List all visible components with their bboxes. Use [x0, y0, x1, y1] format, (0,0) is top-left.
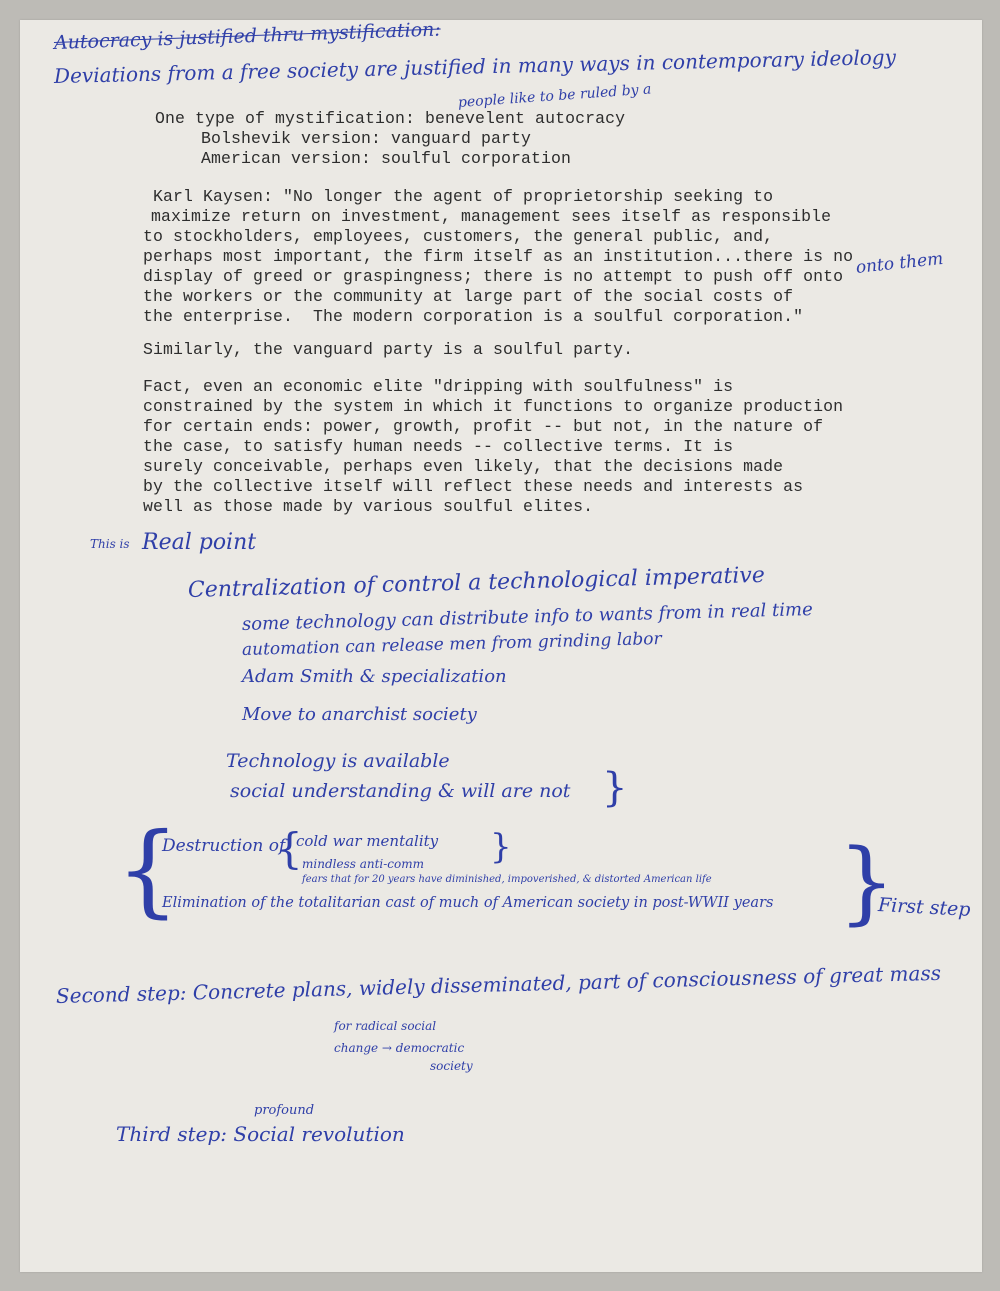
this-is-note: This is [90, 537, 130, 551]
fact-line: by the collective itself will reflect these needs and interests as [143, 477, 804, 496]
left-brace-icon: { [116, 811, 180, 928]
move-anarchist-note: Move to anarchist society [242, 704, 477, 725]
right-brace-icon: } [602, 765, 628, 811]
profound-note: profound [254, 1103, 315, 1118]
cold-war-note: cold war mentality [296, 832, 439, 850]
typed-line-american: American version: soulful corporation [201, 149, 572, 168]
fact-line: the case, to satisfy human needs -- collective terms. It is [143, 437, 734, 456]
small-left-brace-icon: { [276, 824, 303, 873]
automation-note: automation can release men from grinding labor [241, 629, 662, 660]
technology-distribute-note: some technology can distribute info to wants from in real time [241, 599, 813, 635]
small-right-brace-icon: } [490, 827, 512, 867]
kaysen-line: the workers or the community at large part of the social costs of [143, 287, 794, 306]
deviations-note: Deviations from a free society are justified in many ways in contemporary ideology [53, 44, 897, 88]
kaysen-line: to stockholders, employees, customers, the general public, and, [143, 227, 774, 246]
kaysen-line: display of greed or graspingness; there is no attempt to push off onto [143, 267, 844, 286]
technology-available-note: Technology is available [226, 750, 450, 772]
kaysen-line: the enterprise. The modern corporation is a soulful corporation." [143, 307, 804, 326]
typed-line-bolshevik: Bolshevik version: vanguard party [201, 129, 532, 148]
typed-similarly: Similarly, the vanguard party is a soulful party. [143, 340, 634, 359]
first-step-note: First step [877, 894, 972, 921]
elimination-note: Elimination of the totalitarian cast of much of American society in post-WWII years [162, 895, 774, 911]
document-page [20, 20, 982, 1272]
for-radical-social-note: for radical social [334, 1019, 437, 1033]
kaysen-line: Karl Kaysen: "No longer the agent of proprietorship seeking to [153, 187, 774, 206]
centralization-note: Centralization of control a technological imperative [187, 562, 766, 603]
people-note: people like to be ruled by a [457, 81, 652, 111]
change-democratic-note: change → democratic [334, 1041, 465, 1055]
fears-note: fears that for 20 years have diminished, impoverished, & distorted American life [302, 874, 712, 885]
fact-line: Fact, even an economic elite "dripping with soulfulness" is [143, 377, 734, 396]
kaysen-line: maximize return on investment, management sees itself as responsible [151, 207, 832, 226]
typed-line-mystification: One type of mystification: benevelent autocracy [155, 109, 626, 128]
mindless-anti-comm-note: mindless anti-comm [302, 857, 424, 871]
adam-smith-note: Adam Smith & specialization [242, 666, 507, 687]
third-step-note: Third step: Social revolution [116, 1122, 405, 1146]
destruction-of-note: Destruction of [162, 836, 286, 856]
struck-heading: Autocracy is justified thru mystification: [53, 18, 442, 54]
real-point-note: Real point [142, 530, 257, 555]
second-step-note: Second step: Concrete plans, widely disseminated, part of consciousness of great mass [55, 960, 942, 1008]
onto-them-note: onto them [854, 248, 945, 278]
society-note: society [430, 1059, 473, 1073]
large-right-brace-icon: } [838, 830, 896, 935]
fact-line: for certain ends: power, growth, profit -- but not, in the nature of [143, 417, 824, 436]
kaysen-line: perhaps most important, the firm itself as an institution...there is no [143, 247, 854, 266]
fact-line: surely conceivable, perhaps even likely, that the decisions made [143, 457, 784, 476]
social-understanding-note: social understanding & will are not [230, 780, 571, 802]
fact-line: constrained by the system in which it functions to organize production [143, 397, 844, 416]
fact-line: well as those made by various soulful elites. [143, 497, 594, 516]
